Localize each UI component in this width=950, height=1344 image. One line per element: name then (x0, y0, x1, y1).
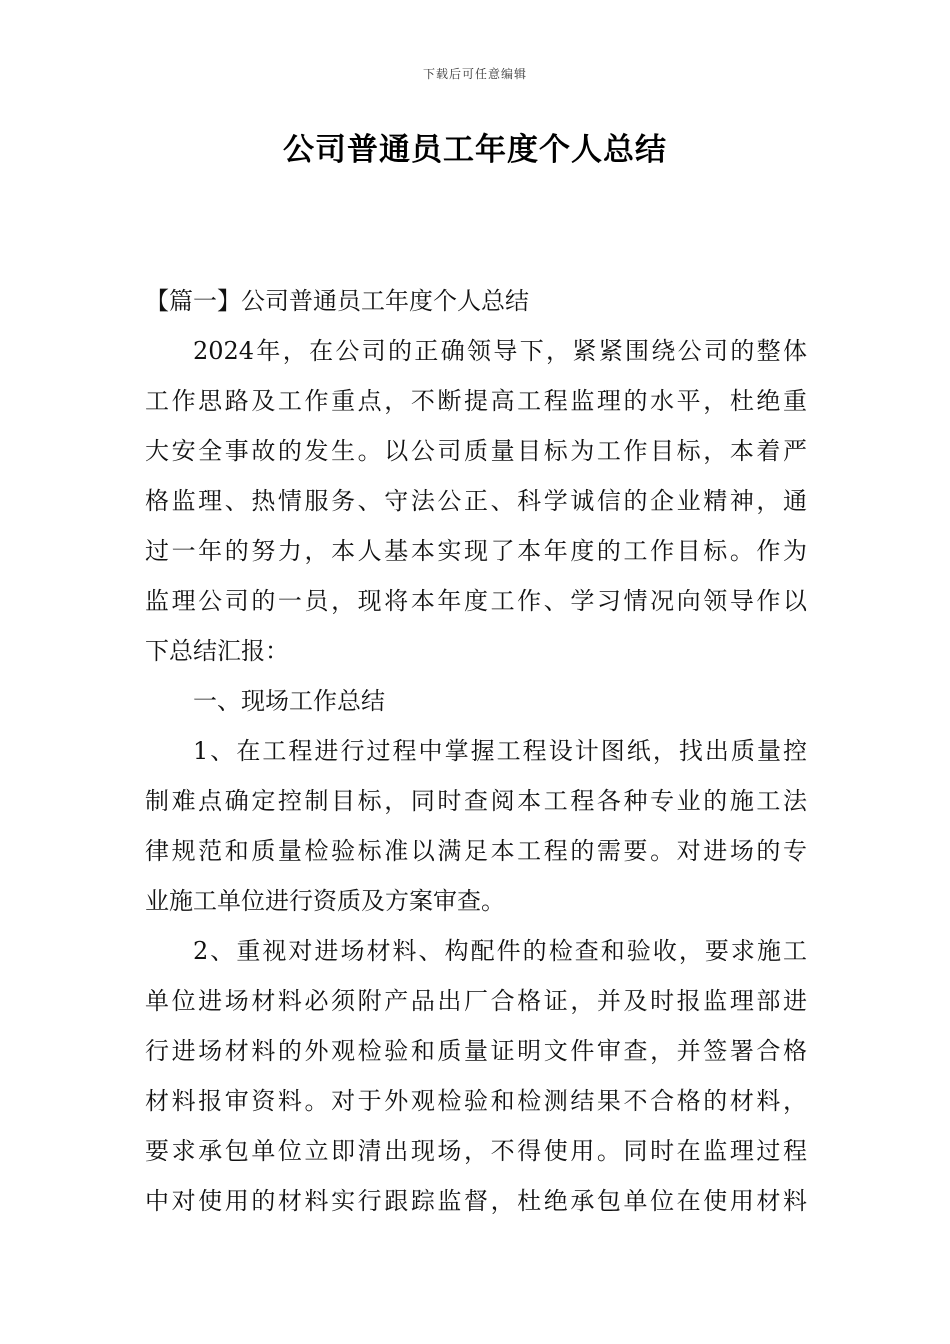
body-text-line: 2、重视对进场材料、构配件的检查和验收，要求施工 (193, 937, 807, 965)
body-text-line: 过一年的努力，本人基本实现了本年度的工作目标。作为 (145, 537, 807, 565)
body-text-line: 单位进场材料必须附产品出厂合格证，并及时报监理部进 (145, 987, 807, 1015)
document-title: 公司普通员工年度个人总结 (283, 132, 667, 168)
body-text-line: 制难点确定控制目标，同时查阅本工程各种专业的施工法 (145, 787, 807, 815)
body-text-line: 业施工单位进行资质及方案审查。 (145, 887, 505, 915)
body-text-line: 格监理、热情服务、守法公正、科学诚信的企业精神，通 (145, 487, 807, 515)
body-text-line: 中对使用的材料实行跟踪监督，杜绝承包单位在使用材料 (145, 1187, 807, 1215)
body-text-line: 一、现场工作总结 (193, 687, 385, 715)
body-text-line: 1、在工程进行过程中掌握工程设计图纸，找出质量控 (193, 737, 807, 765)
body-text-line: 2024年，在公司的正确领导下，紧紧围绕公司的整体 (193, 337, 807, 365)
document-body (145, 276, 807, 1226)
body-text-line: 监理公司的一员，现将本年度工作、学习情况向领导作以 (145, 587, 807, 615)
body-text-line: 下总结汇报： (145, 637, 289, 665)
body-text-line: 行进场材料的外观检验和质量证明文件审查，并签署合格 (145, 1037, 807, 1065)
body-text-line: 材料报审资料。对于外观检验和检测结果不合格的材料， (145, 1087, 807, 1115)
body-text-line: 要求承包单位立即清出现场，不得使用。同时在监理过程 (145, 1137, 807, 1165)
body-text-line: 大安全事故的发生。以公司质量目标为工作目标，本着严 (145, 437, 807, 465)
header-note: 下载后可任意编辑 (422, 67, 527, 81)
body-text-line: 律规范和质量检验标准以满足本工程的需要。对进场的专 (145, 837, 807, 865)
section-heading: 【篇一】公司普通员工年度个人总结 (145, 287, 529, 315)
body-text-line: 工作思路及工作重点，不断提高工程监理的水平，杜绝重 (145, 387, 807, 415)
